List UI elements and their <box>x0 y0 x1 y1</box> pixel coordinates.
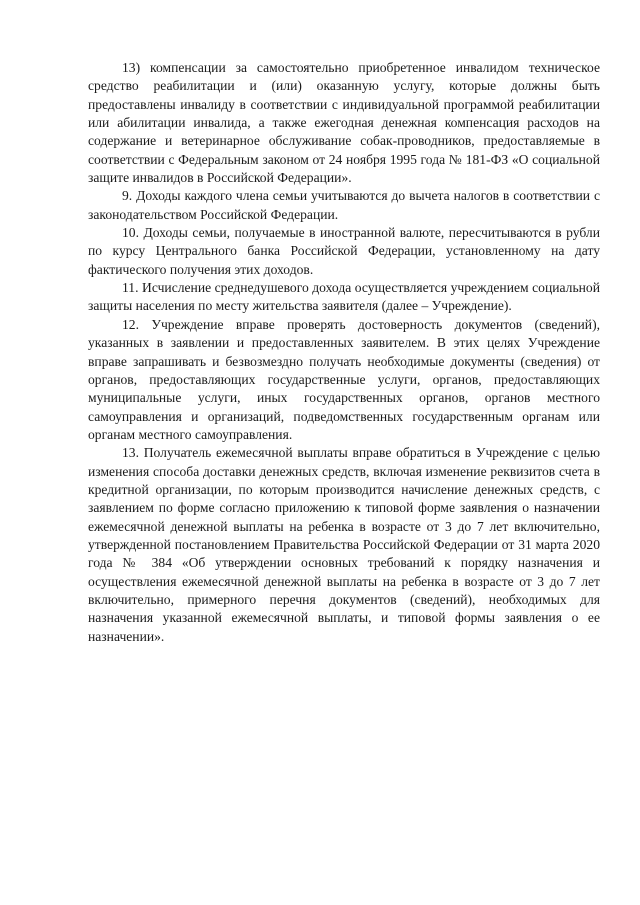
paragraph-9: 9. Доходы каждого члена семьи учитываются до вычета налогов в соответствии с законодательством Российской Федерации. <box>88 188 600 222</box>
paragraph-12: 12. Учреждение вправе проверять достоверность документов (сведений), указанных в заявлении и предоставленных заявителем. В этих целях Учреждение вправе запрашивать и безвозмездно получать необходимые документы (сведения) от органов, предоставляющих государственные услуги, органов, предоставляющих муниципальные услуги, иных государственных органов, органов местного самоуправления и организаций, подведомственных государственным органам или органам местного самоуправления. <box>88 316 600 442</box>
paragraph-10: 10. Доходы семьи, получаемые в иностранной валюте, пересчитываются в рубли по курсу Центрального банка Российской Федерации, установленному на дату фактического получения этих доходов. <box>88 225 600 277</box>
paragraph-13: 13. Получатель ежемесячной выплаты вправе обратиться в Учреждение с целью изменения способа доставки денежных средств, включая изменение реквизитов счета в кредитной организации, по которым производится начисление денежных средств, с заявлением по форме согласно приложению к типовой форме заявления о назначении ежемесячной денежной выплаты на ребенка в возрасте от 3 до 7 лет включительно, утвержденной постановлением Правительства Российской Федерации от 31 марта 2020 года № 384 «Об утверждении основных требований к порядку назначения и осуществления ежемесячной денежной выплаты на ребенка в возрасте от 3 до 7 лет включительно, примерного перечня документов (сведений), необходимых для назначения указанной ежемесячной выплаты, и типовой формы заявления о ее назначении». <box>88 445 600 644</box>
paragraph-item-13: 13) компенсации за самостоятельно приобретенное инвалидом техническое средство реабилитации и (или) оказанную услугу, которые должны быть предоставлены инвалиду в соответствии с индивидуальной программой реабилитации или абилитации инвалида, а также ежегодная денежная компенсация расходов на содержание и ветеринарное обслуживание собак-проводников, предоставляемые в соответствии с Федеральным законом от 24 ноября 1995 года № 181-ФЗ «О социальной защите инвалидов в Российской Федерации». <box>88 60 600 186</box>
paragraph-11: 11. Исчисление среднедушевого дохода осуществляется учреждением социальной защиты населения по месту жительства заявителя (далее – Учреждение). <box>88 280 600 314</box>
document-body <box>88 59 600 646</box>
